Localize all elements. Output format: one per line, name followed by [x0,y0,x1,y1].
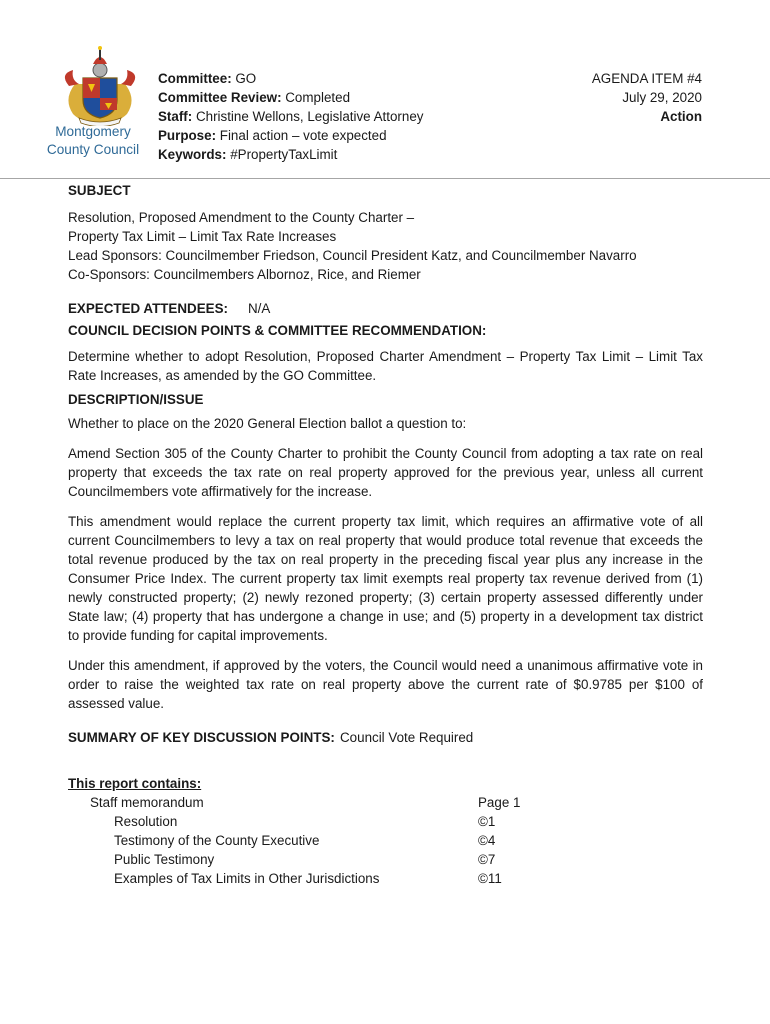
contents-item-label: Examples of Tax Limits in Other Jurisdictions [114,871,380,886]
summary-row [68,728,703,747]
decision-text: Determine whether to adopt Resolution, Proposed Charter Amendment – Property Tax Limit – Limit Tax Rate Increases, as amended by the GO Committee. [68,349,703,383]
contents-list [68,793,703,888]
agenda-block [540,69,702,126]
org-name [40,123,146,159]
subject-line: Lead Sponsors: Councilmember Friedson, Council President Katz, and Councilmember Navarro [68,248,637,263]
contents-item [68,850,703,869]
attendees-label: EXPECTED ATTENDEES: [68,301,228,316]
org-name-line2: County Council [46,142,140,157]
contents-item-label: Public Testimony [114,852,215,867]
agenda-action: Action [660,109,702,124]
contents-item-page: ©11 [478,871,502,886]
keywords-line: Keywords: #PropertyTaxLimit [158,147,338,162]
attendees-value: N/A [248,301,271,316]
contents-item-label: Testimony of the County Executive [114,833,320,848]
attendees-row [68,299,703,318]
contents-item [68,793,703,812]
subject-line: Co-Sponsors: Councilmembers Albornoz, Rice, and Riemer [68,267,421,282]
contents-item [68,831,703,850]
contents-item [68,812,703,831]
description-paragraph-2: This amendment would replace the current property tax limit, which requires an affirmative vote of all current Councilmembers to levy a tax on real property that would produce total revenue that exceeds the total revenue produced by the tax on real property in the preceding fiscal year plus any increase in the Consumer Price Index. The current property tax limit exempts real property tax revenue derived from (1) newly constructed property; (2) newly rezoned property; (3) certain property assessed differently under State law; (4) property that has undergone a change in use; and (5) property in a development tax district to provide funding for capital improvements. [68,514,703,643]
subject-line: Resolution, Proposed Amendment to the County Charter – [68,210,415,225]
summary-label: SUMMARY OF KEY DISCUSSION POINTS: [68,730,335,745]
contents-item-page: ©4 [478,833,496,848]
org-name-line1: Montgomery [55,124,131,139]
contents-item-page: ©1 [478,814,496,829]
contents-item-label: Resolution [114,814,178,829]
header-divider [0,178,770,179]
contents-item [68,869,703,888]
subject-line: Property Tax Limit – Limit Tax Rate Increases [68,229,337,244]
county-seal-logo [55,44,145,126]
description-intro: Whether to place on the 2020 General Election ballot a question to: [68,416,467,431]
contents-item-label: Staff memorandum [90,795,204,810]
agenda-date: July 29, 2020 [622,90,702,105]
subject-heading: SUBJECT [68,183,131,198]
staff-line: Staff: Christine Wellons, Legislative Attorney [158,109,424,124]
subject-block [68,208,703,284]
decision-heading: COUNCIL DECISION POINTS & COMMITTEE RECOMMENDATION: [68,323,487,338]
summary-value: Council Vote Required [340,730,474,745]
contents-heading: This report contains: [68,776,202,791]
contents-item-page: ©7 [478,852,496,867]
seal-icon [55,44,145,126]
description-heading: DESCRIPTION/ISSUE [68,392,204,407]
description-paragraph-1: Amend Section 305 of the County Charter to prohibit the County Council from adopting a tax rate on real property that exceeds the tax rate on real property approved for the previous year, unless all current Councilmembers vote affirmatively for the increase. [68,446,703,499]
memo-metadata [158,69,423,164]
purpose-line: Purpose: Final action – vote expected [158,128,387,143]
description-paragraph-3: Under this amendment, if approved by the voters, the Council would need a unanimous affirmative vote in order to raise the weighted tax rate on real property above the current rate of $0.9785 per $100 of assessed value. [68,658,703,711]
review-line: Committee Review: Completed [158,90,351,105]
agenda-item: AGENDA ITEM #4 [591,71,702,86]
contents-item-page: Page 1 [478,795,521,810]
committee-line: Committee: GO [158,71,257,86]
memo-body [68,180,703,888]
